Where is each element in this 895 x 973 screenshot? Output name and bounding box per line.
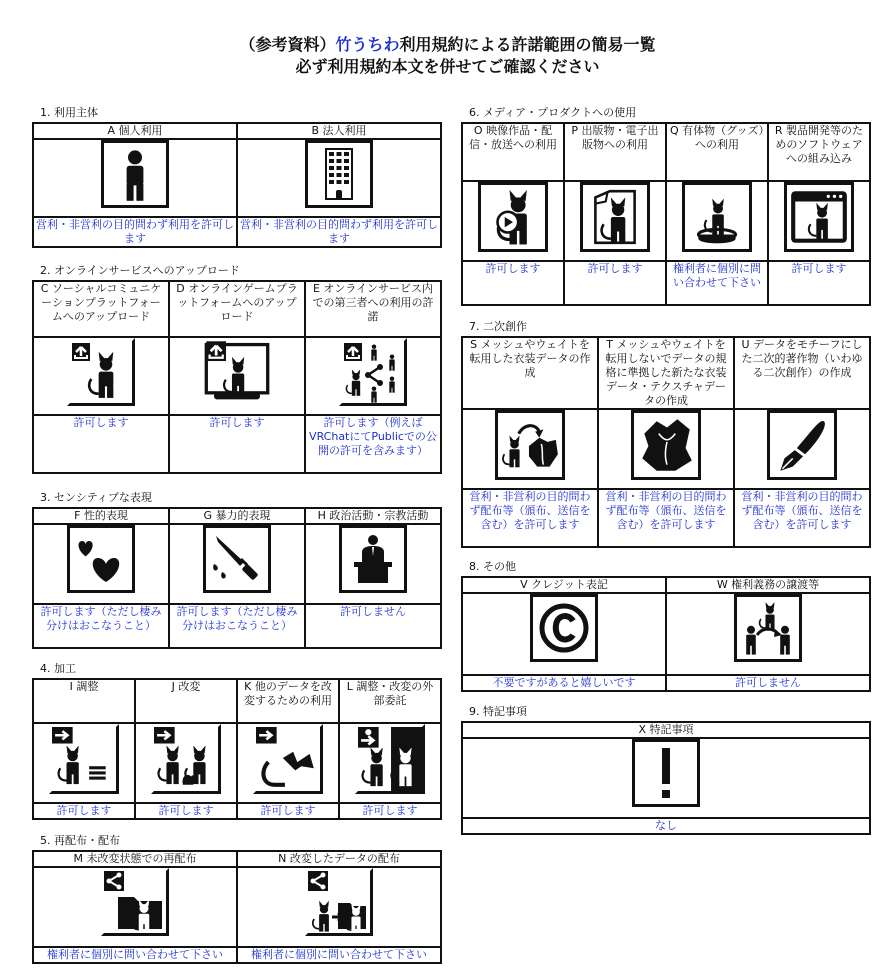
item-result-b: 営利・非営利の目的問わず利用を許可します bbox=[237, 217, 441, 247]
section-label: 1. 利用主体 bbox=[40, 106, 98, 119]
permission-table bbox=[461, 721, 871, 835]
clothing-icon bbox=[631, 410, 701, 480]
item-result-a: 営利・非営利の目的問わず利用を許可します bbox=[33, 217, 237, 247]
item-result-s: 営利・非営利の目的問わず配布等（頒布、送信を含む）を許可します bbox=[462, 489, 598, 547]
item-result-f: 許可します（ただし棲み分けはおこなうこと） bbox=[33, 604, 169, 648]
item-header-k: K 他のデータを改変するための利用 bbox=[237, 679, 339, 723]
item-header-c: C ソーシャルコミュニケーションプラットフォームへのアップロード bbox=[33, 281, 169, 337]
item-header-q: Q 有体物（グッズ）への利用 bbox=[666, 123, 768, 181]
item-result-l: 許可します bbox=[339, 803, 441, 819]
item-result-c: 許可します bbox=[33, 415, 169, 473]
exclamation-icon bbox=[632, 739, 700, 807]
item-header-g: G 暴力的表現 bbox=[169, 508, 305, 524]
item-header-h: H 政治活動・宗教活動 bbox=[305, 508, 441, 524]
item-header-s: S メッシュやウェイトを転用した衣装データの作成 bbox=[462, 337, 598, 409]
software-window-icon bbox=[784, 182, 854, 252]
item-result-g: 許可します（ただし棲み分けはおこなうこと） bbox=[169, 604, 305, 648]
section-label: 8. その他 bbox=[469, 560, 516, 573]
item-header-t: T メッシュやウェイトを転用しないでデータの規格に準拠した新たな衣装データ・テクスチャデータの作成 bbox=[598, 337, 734, 409]
section-other bbox=[461, 560, 871, 692]
item-header-l: L 調整・改変の外部委託 bbox=[339, 679, 441, 723]
item-header-r: R 製品開発等のためのソフトウェアへの組み込み bbox=[768, 123, 870, 181]
item-header-i: I 調整 bbox=[33, 679, 135, 723]
permission-table bbox=[461, 122, 871, 306]
section-label: 7. 二次創作 bbox=[469, 320, 527, 333]
item-result-q: 権利者に個別に問い合わせて下さい bbox=[666, 261, 768, 305]
building-icon bbox=[305, 140, 373, 208]
person-icon bbox=[101, 140, 169, 208]
item-header-u: U データをモチーフにした二次的著作物（いわゆる二次創作）の作成 bbox=[734, 337, 870, 409]
item-result-u: 営利・非営利の目的問わず配布等（頒布、送信を含む）を許可します bbox=[734, 489, 870, 547]
item-result-w: 許可しません bbox=[666, 675, 870, 691]
title-line-1: （参考資料）竹うちわ利用規約による許諾範囲の簡易一覧 bbox=[239, 35, 656, 54]
section-online-upload bbox=[32, 264, 442, 474]
item-result-t: 営利・非営利の目的問わず配布等（頒布、送信を含む）を許可します bbox=[598, 489, 734, 547]
section-label: 5. 再配布・配布 bbox=[40, 834, 120, 847]
item-result-k: 許可します bbox=[237, 803, 339, 819]
item-header-a: A 個人利用 bbox=[33, 123, 237, 139]
item-result-p: 許可します bbox=[564, 261, 666, 305]
item-result-n: 権利者に個別に問い合わせて下さい bbox=[237, 947, 441, 963]
item-result-j: 許可します bbox=[135, 803, 237, 819]
item-header-m: M 未改変状態での再配布 bbox=[33, 851, 237, 867]
item-result-m: 権利者に個別に問い合わせて下さい bbox=[33, 947, 237, 963]
permission-table bbox=[32, 850, 442, 964]
video-play-icon bbox=[478, 182, 548, 252]
upload-share-users-icon bbox=[339, 338, 407, 406]
section-label: 9. 特記事項 bbox=[469, 705, 527, 718]
item-result-r: 許可します bbox=[768, 261, 870, 305]
share-folder-icon bbox=[101, 868, 169, 936]
item-header-n: N 改変したデータの配布 bbox=[237, 851, 441, 867]
item-result-v: 不要ですがあると嬉しいです bbox=[462, 675, 666, 691]
item-header-w: W 権利義務の譲渡等 bbox=[666, 577, 870, 593]
section-sensitive-expression bbox=[32, 491, 442, 649]
item-header-x: X 特記事項 bbox=[462, 722, 870, 738]
modify-avatar-icon bbox=[151, 724, 221, 794]
item-header-p: P 出版物・電子出版物への利用 bbox=[564, 123, 666, 181]
item-result-e: 許可します（例えばVRChatにてPublicでの公開の許可を含みます） bbox=[305, 415, 441, 473]
page-title bbox=[0, 34, 895, 78]
item-header-e: E オンラインサービス内での第三者への利用の許諾 bbox=[305, 281, 441, 337]
figure-goods-icon bbox=[682, 182, 752, 252]
upload-avatar-icon bbox=[67, 338, 135, 406]
item-header-d: D オンラインゲームプラットフォームへのアップロード bbox=[169, 281, 305, 337]
pen-nib-icon bbox=[767, 410, 837, 480]
item-result-d: 許可します bbox=[169, 415, 305, 473]
avatar-to-clothing-icon bbox=[495, 410, 565, 480]
section-label: 6. メディア・プロダクトへの使用 bbox=[469, 106, 637, 119]
copyright-icon bbox=[530, 594, 598, 662]
upload-monitor-avatar-icon bbox=[203, 338, 271, 406]
permission-table bbox=[461, 576, 871, 692]
item-header-b: B 法人利用 bbox=[237, 123, 441, 139]
item-header-v: V クレジット表記 bbox=[462, 577, 666, 593]
transfer-rights-icon bbox=[734, 594, 802, 662]
item-result-i: 許可します bbox=[33, 803, 135, 819]
section-special-notes bbox=[461, 705, 871, 835]
item-header-f: F 性的表現 bbox=[33, 508, 169, 524]
item-result-o: 許可します bbox=[462, 261, 564, 305]
item-result-x: なし bbox=[462, 818, 870, 834]
knife-blood-icon bbox=[203, 525, 271, 593]
share-modified-icon bbox=[305, 868, 373, 936]
outsource-icon bbox=[355, 724, 425, 794]
product-name: 竹うちわ bbox=[335, 35, 400, 54]
page-subtitle: 必ず利用規約本文を併せてご確認ください bbox=[295, 57, 600, 76]
permission-table bbox=[32, 280, 442, 474]
section-label: 4. 加工 bbox=[40, 662, 76, 675]
section-usage-subject bbox=[32, 106, 442, 248]
speaker-podium-icon bbox=[339, 525, 407, 593]
permission-table bbox=[32, 122, 442, 248]
use-parts-icon bbox=[253, 724, 323, 794]
section-processing bbox=[32, 662, 442, 820]
section-media-products bbox=[461, 106, 871, 306]
section-label: 2. オンラインサービスへのアップロード bbox=[40, 264, 240, 277]
item-header-o: O 映像作品・配信・放送への利用 bbox=[462, 123, 564, 181]
permission-table bbox=[461, 336, 871, 548]
hearts-icon bbox=[67, 525, 135, 593]
section-derivative-works bbox=[461, 320, 871, 548]
adjust-avatar-icon bbox=[49, 724, 119, 794]
section-redistribution bbox=[32, 834, 442, 964]
item-result-h: 許可しません bbox=[305, 604, 441, 648]
document-avatar-icon bbox=[580, 182, 650, 252]
item-header-j: J 改変 bbox=[135, 679, 237, 723]
permission-table bbox=[32, 678, 442, 820]
permission-table bbox=[32, 507, 442, 649]
section-label: 3. センシティブな表現 bbox=[40, 491, 152, 504]
